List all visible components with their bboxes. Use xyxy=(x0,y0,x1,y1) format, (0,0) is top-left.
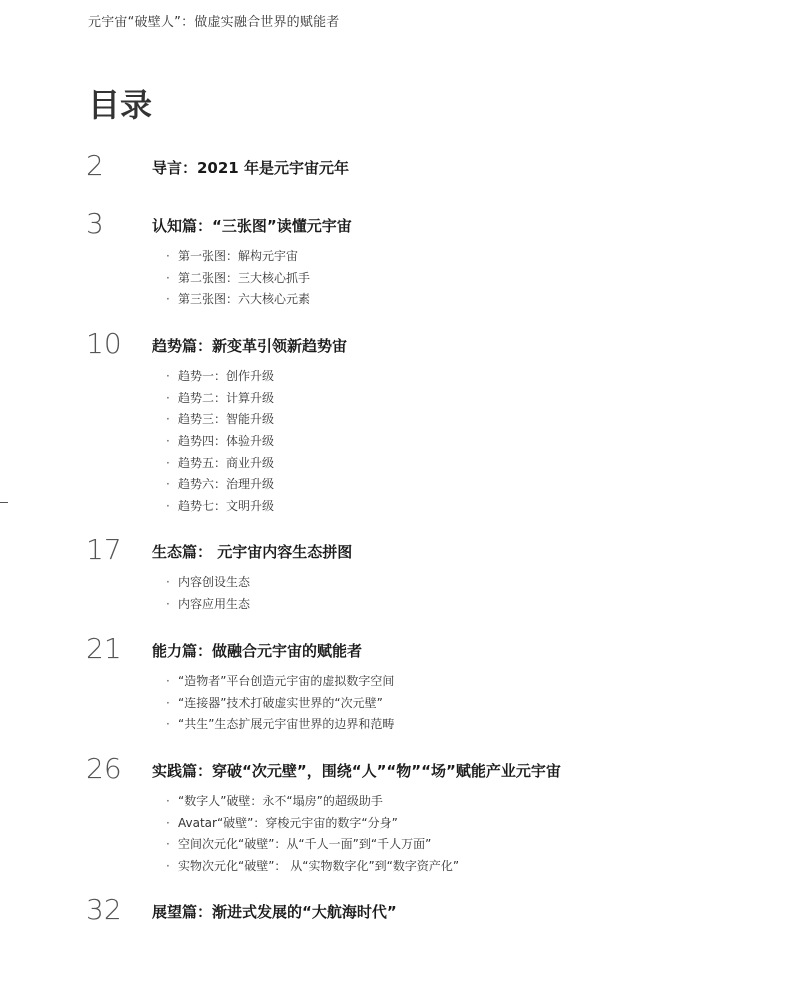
toc-subitem xyxy=(166,693,394,715)
toc-section-title: 认知篇：“三张图”读懂元宇宙 xyxy=(152,217,352,235)
toc-subitem-list xyxy=(166,246,310,311)
toc-section-title: 导言：2021 年是元宇宙元年 xyxy=(152,159,349,177)
toc-page-number: 26 xyxy=(86,752,122,785)
toc-page-number: 21 xyxy=(86,632,122,665)
toc-page-number: 10 xyxy=(86,327,122,360)
bullet-dot: · xyxy=(166,390,170,405)
toc-subitem xyxy=(166,856,459,878)
toc-subitem xyxy=(166,714,394,736)
toc-subitem-label: 第三张图：六大核心元素 xyxy=(178,292,311,307)
bullet-dot: · xyxy=(166,292,170,307)
toc-subitem xyxy=(166,388,274,410)
toc-subitem-label: 趋势五：商业升级 xyxy=(178,455,275,470)
toc-subitem xyxy=(166,671,394,693)
bullet-dot: · xyxy=(166,837,170,852)
bullet-dot: · xyxy=(166,717,170,732)
toc-subitem-label: 趋势七：文明升级 xyxy=(178,499,275,514)
bullet-dot: · xyxy=(166,477,170,492)
toc-subitem xyxy=(166,813,459,835)
toc-subitem xyxy=(166,246,310,268)
toc-subitem xyxy=(166,289,310,311)
toc-subitem xyxy=(166,268,310,290)
toc-subitem-label: 趋势六：治理升级 xyxy=(178,477,275,492)
bullet-dot: · xyxy=(166,859,170,874)
toc-section-title: 生态篇： 元宇宙内容生态拼图 xyxy=(152,543,353,561)
bullet-dot: · xyxy=(166,674,170,688)
bullet-dot: · xyxy=(166,249,170,263)
bullet-dot: · xyxy=(166,369,170,383)
toc-subitem-label: 内容应用生态 xyxy=(178,596,251,611)
bullet-dot: · xyxy=(166,695,170,710)
toc-subitem-list xyxy=(166,366,274,518)
bullet-dot: · xyxy=(166,499,170,514)
toc-section-title: 趋势篇：新变革引领新趋势宙 xyxy=(152,337,348,355)
toc-page-number: 3 xyxy=(86,207,104,240)
toc-subitem-label: 趋势一：创作升级 xyxy=(178,369,275,383)
toc-subitem-label: “数字人”破壁：永不“塌房”的超级助手 xyxy=(178,794,383,808)
bullet-dot: · xyxy=(166,412,170,427)
bullet-dot: · xyxy=(166,794,170,808)
toc-subitem-label: “连接器”技术打破虚实世界的“次元壁” xyxy=(178,695,383,710)
toc-subitem-label: 趋势二：计算升级 xyxy=(178,390,275,405)
bullet-dot: · xyxy=(166,434,170,449)
toc-subitem-label: 内容创设生态 xyxy=(178,575,251,589)
toc-page-number: 17 xyxy=(86,533,122,566)
toc-section-title: 能力篇：做融合元宇宙的赋能者 xyxy=(152,642,363,660)
toc-subitem-label: 空间次元化“破壁”：从“千人一面”到“千人万面” xyxy=(178,837,432,852)
toc-subitem-label: Avatar“破壁”：穿梭元宇宙的数字“分身” xyxy=(178,815,398,830)
toc-subitem-label: 趋势三：智能升级 xyxy=(178,412,275,427)
toc-page-number: 32 xyxy=(86,893,122,926)
bullet-dot: · xyxy=(166,575,170,589)
toc-section-title: 展望篇：渐进式发展的“大航海时代” xyxy=(152,903,397,921)
toc-subitem-label: 第一张图：解构元宇宙 xyxy=(178,249,299,263)
running-header: 元宇宙“破壁人”：做虚实融合世界的赋能者 xyxy=(88,15,340,30)
bullet-dot: · xyxy=(166,455,170,470)
page-title: 目录 xyxy=(88,86,153,124)
bullet-dot: · xyxy=(166,815,170,830)
toc-subitem xyxy=(166,594,250,616)
toc-subitem xyxy=(166,496,274,518)
toc-subitem xyxy=(166,791,459,813)
toc-subitem-list xyxy=(166,671,394,736)
bullet-dot: · xyxy=(166,270,170,285)
toc-subitem xyxy=(166,431,274,453)
margin-crop-mark xyxy=(0,502,8,503)
toc-subitem xyxy=(166,834,459,856)
toc-subitem xyxy=(166,474,274,496)
toc-subitem xyxy=(166,366,274,388)
toc-subitem-list xyxy=(166,572,250,615)
toc-subitem-label: 第二张图：三大核心抓手 xyxy=(178,270,311,285)
toc-subitem xyxy=(166,453,274,475)
toc-page-number: 2 xyxy=(86,149,104,182)
toc-subitem xyxy=(166,409,274,431)
toc-subitem-label: 趋势四：体验升级 xyxy=(178,434,275,449)
toc-subitem-label: “造物者”平台创造元宇宙的虚拟数字空间 xyxy=(178,674,395,688)
bullet-dot: · xyxy=(166,596,170,611)
toc-subitem-list xyxy=(166,791,459,878)
toc-subitem-label: 实物次元化“破壁”： 从“实物数字化”到“数字资产化” xyxy=(178,859,460,874)
toc-section-title: 实践篇：穿破“次元壁”，围绕“人”“物”“场”赋能产业元宇宙 xyxy=(152,762,561,780)
toc-subitem-label: “共生”生态扩展元宇宙世界的边界和范畴 xyxy=(178,717,395,732)
toc-subitem xyxy=(166,572,250,594)
